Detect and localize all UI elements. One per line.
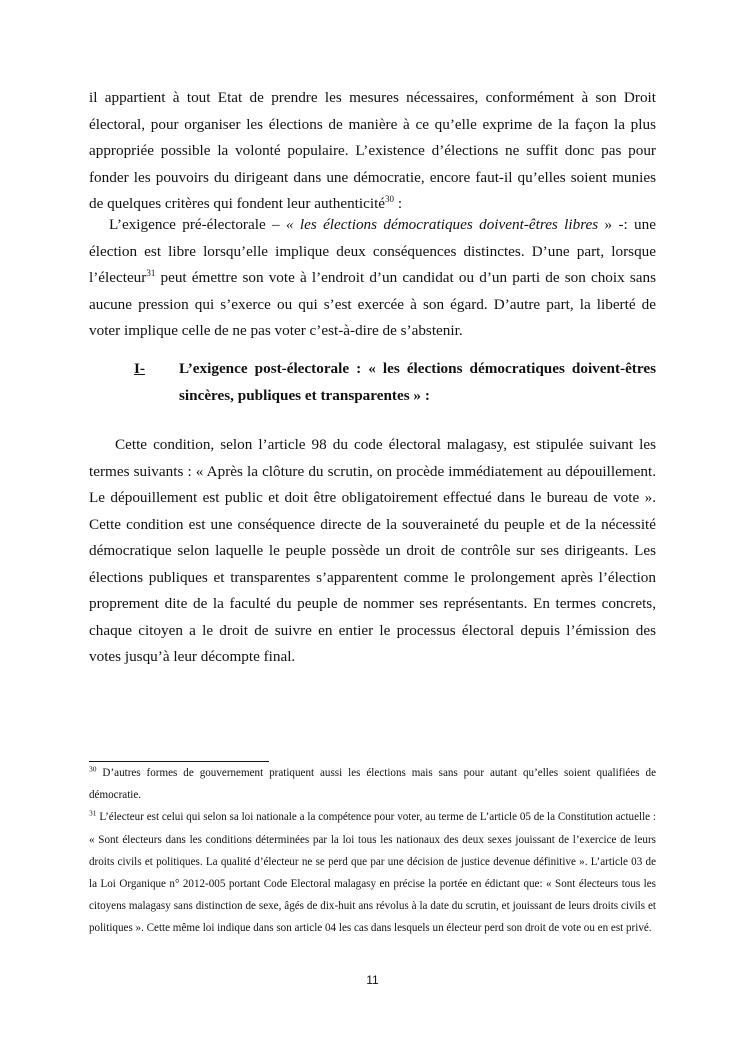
- paragraph-text: Cette condition, selon l’article 98 du code électoral malagasy, est stipulée suivant les termes suivants : « Après la clôture du scrutin, on procède immédiatement au dépouillement. Le dépouillement est public et doit être obligatoirement effectué dans le bureau de vote ». Cette condition est une conséquence directe de la souveraineté du peuple et de la nécessité démocratique selon laquelle le peuple possède un droit de contrôle sur ses dirigeants. Les élections publiques et transparentes s’apparentent comme le prolongement après l’élection proprement dite de la faculté du peuple de nommer ses représentants. En termes concrets, chaque citoyen a le droit de suivre en entier le processus électoral depuis l’émission des votes jusqu’à leur décompte final.: [89, 436, 656, 665]
- footnote-marker: 30: [89, 764, 97, 774]
- paragraph-post-electoral: [89, 432, 656, 671]
- section-number: I-: [134, 360, 145, 377]
- paragraph-pre-electoral: [89, 212, 656, 345]
- footnote-ref-30[interactable]: 30: [385, 193, 395, 204]
- footnote-ref-31[interactable]: 31: [146, 267, 156, 278]
- paragraph-lead: L’exigence pré-électorale –: [109, 216, 286, 233]
- footnotes: [89, 762, 656, 940]
- footnote-30: [89, 762, 656, 806]
- footnote-text: D’autres formes de gouvernement pratiquent aussi les élections mais sans pour autant qu’elles soient qualifiées de démocratie.: [89, 767, 656, 802]
- paragraph-text: il appartient à tout Etat de prendre les mesures nécessaires, conformément à son Droit électoral, pour organiser les élections de manière à ce qu’elle exprime de la façon la plus appropriée possible la volonté populaire. L’existence d’élections ne suffit donc pas pour fonder les pouvoirs du dirigeant dans une démocratie, encore faut-il qu’elles soient munies de quelques critères qui fondent leur authenticité: [89, 89, 656, 212]
- paragraph-authenticity: [89, 85, 656, 218]
- paragraph-tail: peut émettre son vote à l’endroit d’un candidat ou d’un parti de son choix sans aucune pression qui s’exerce ou qui s’est exercée à son égard. D’autre part, la liberté de voter implique celle de ne pas voter c’est-à-dire de s’abstenir.: [89, 269, 656, 339]
- footnote-text: L’électeur est celui qui selon sa loi nationale a la compétence pour voter, au terme de L’article 05 de la Constitution actuelle : « Sont électeurs dans les conditions déterminées par la loi tous les nationaux des deux sexes jouissant de l’exercice de leurs droits civils et politiques. La qualité d’électeur ne se perd que par une décision de justice devenue définitive ». L’article 03 de la Loi Organique n° 2012-005 portant Code Electoral malagasy en précise la portée en édictant que: « Sont électeurs tous les citoyens malagasy sans distinction de sexe, âgés de dix-huit ans révolus à la date du scrutin, et jouissant de leurs droits civils et politiques ». Cette même loi indique dans son article 04 les cas dans lesquels un électeur perd son droit de vote ou en est privé.: [89, 811, 656, 935]
- footnote-31: [89, 806, 656, 939]
- footnote-marker: 31: [89, 808, 97, 818]
- section-title: L’exigence post-électorale : « les élections démocratiques doivent-êtres sincères, publiques et transparentes » :: [179, 360, 656, 404]
- section-heading: [134, 355, 656, 409]
- paragraph-quote: « les élections démocratiques doivent-êtres libres: [285, 216, 599, 233]
- paragraph-mid: » -: une élection est libre lorsqu’elle implique deux conséquences distinctes. D’une part, lorsque l’électeur: [89, 216, 656, 286]
- paragraph-tail: :: [394, 195, 403, 212]
- page-number: 11: [366, 973, 379, 987]
